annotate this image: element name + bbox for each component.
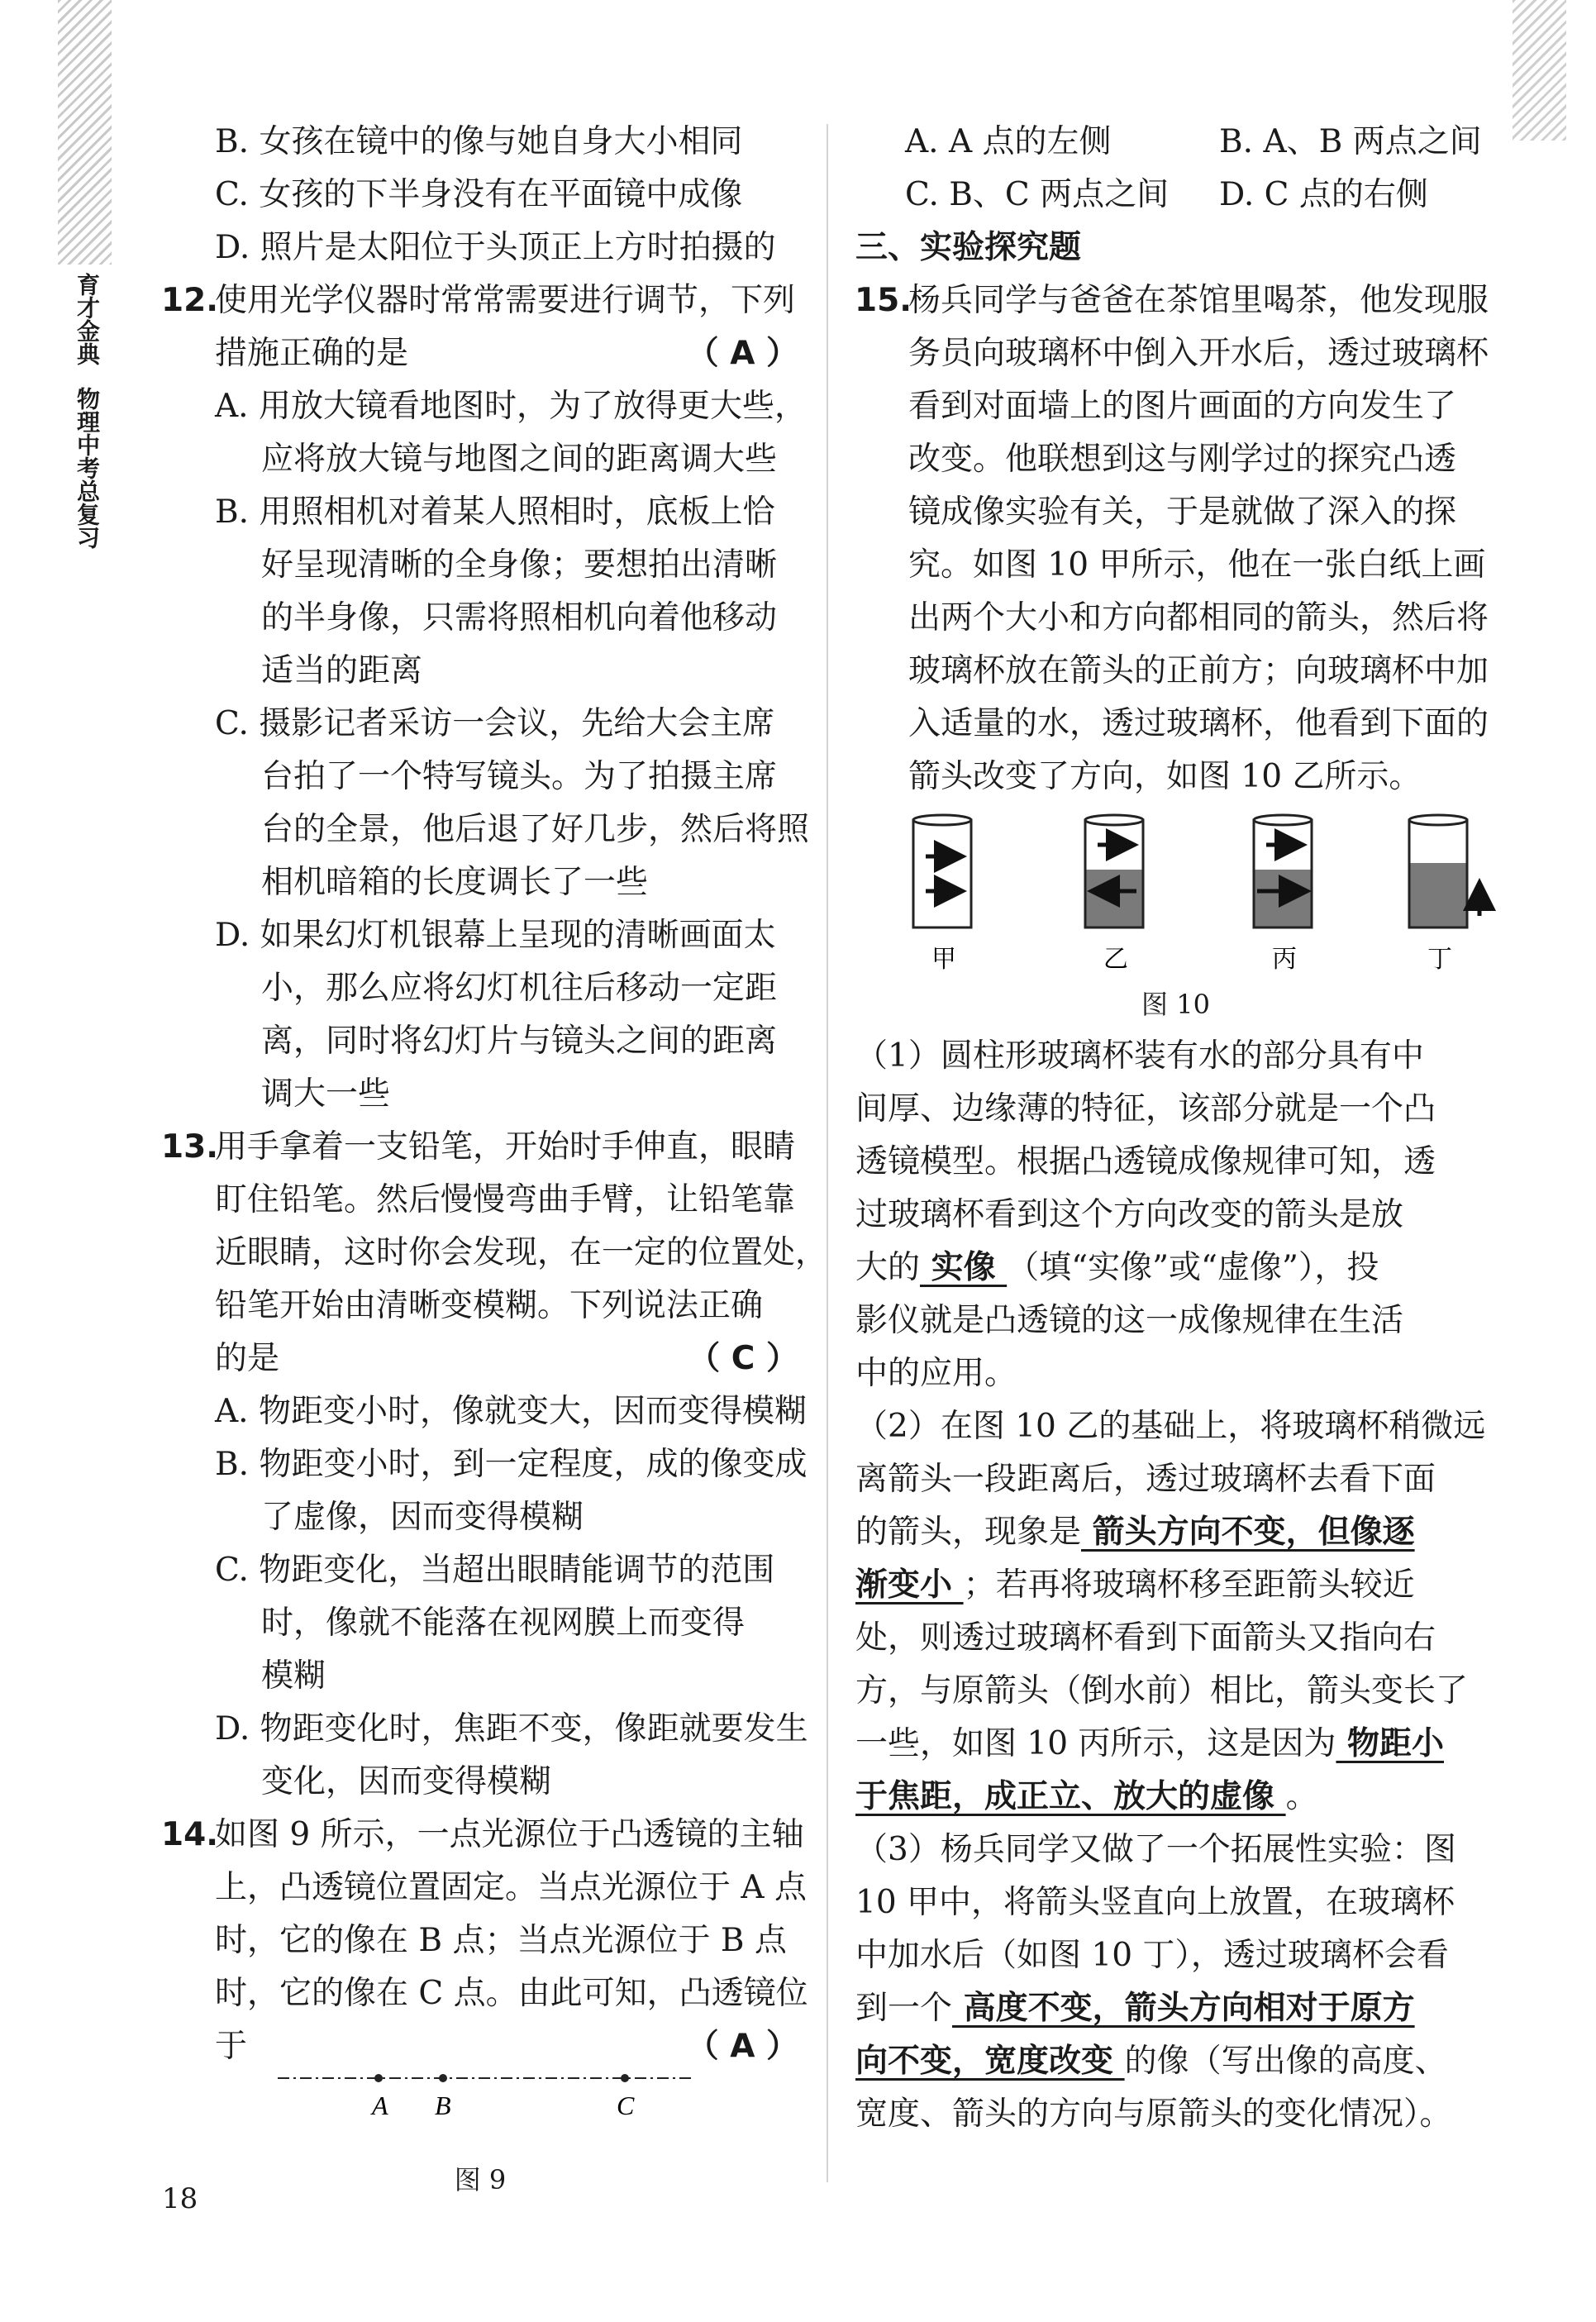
q13-option-b-cont: 了虚像，因而变得模糊 bbox=[261, 1499, 584, 1536]
corner-hatch-decoration bbox=[58, 0, 112, 265]
q13-option-a: A. 物距变小时，像就变大，因而变得模糊 bbox=[215, 1393, 807, 1430]
q11-option-c: C. 女孩的下半身没有在平面镜中成像 bbox=[215, 176, 743, 213]
q14-option-b: B. A、B 两点之间 bbox=[1219, 123, 1482, 160]
q11-option-b: B. 女孩在镜中的像与她自身大小相同 bbox=[215, 123, 743, 160]
q14-option-a: A. A 点的左侧 bbox=[905, 123, 1112, 160]
q15-p3-line: 宽度、箭头的方向与原箭头的变化情况）。 bbox=[855, 2096, 1452, 2133]
q13-option-d-cont: 变化，因而变得模糊 bbox=[261, 1763, 552, 1800]
column-divider bbox=[827, 124, 828, 2182]
q12-option-c-cont: 相机暗箱的长度调长了一些 bbox=[261, 864, 649, 901]
q14-stem-line bbox=[161, 1809, 804, 1862]
label-c: C bbox=[617, 2091, 635, 2120]
figure-10-glasses bbox=[855, 810, 1496, 975]
q15-p1-line: 影仪就是凸透镜的这一成像规律在生活 bbox=[855, 1302, 1404, 1339]
q15-p2-pre: 的箭头，现象是 bbox=[855, 1514, 1082, 1551]
q15-p3-answer-line bbox=[855, 1982, 1496, 2035]
q12-option-c-cont: 台的全景，他后退了好几步，然后将照 bbox=[261, 811, 810, 848]
q15-p2-answer-2: 物距小 bbox=[1336, 1725, 1444, 1762]
q15-p2-answer-line bbox=[855, 1718, 1496, 1771]
q15-p1-line: 中的应用。 bbox=[855, 1355, 1017, 1392]
q15-p3-post: 的像（写出像的高度、 bbox=[1124, 2043, 1447, 2080]
q14-stem-2: 上，凸透镜位置固定。当点光源位于 A 点 bbox=[215, 1869, 807, 1906]
figure-9 bbox=[162, 2073, 798, 2153]
q15-p2-pre-2: 一些，如图 10 丙所示，这是因为 bbox=[855, 1725, 1336, 1762]
q15-p2-answer-line bbox=[855, 1771, 1496, 1824]
q15-stem-3: 看到对面墙上的图片画面的方向发生了 bbox=[908, 388, 1457, 425]
q13-stem-3: 近眼睛，这时你会发现，在一定的位置处， bbox=[215, 1234, 828, 1271]
glass-yi bbox=[1085, 815, 1143, 927]
q13-stem-line bbox=[162, 1333, 798, 1385]
point-b bbox=[439, 2074, 447, 2082]
label-jia: 甲 bbox=[931, 945, 956, 974]
side-title: 育才金典 bbox=[74, 273, 101, 365]
q12-option-b: B. 用照相机对着某人照相时，底板上恰 bbox=[215, 493, 775, 531]
side-label bbox=[71, 273, 104, 549]
q15-p2-answer-line bbox=[855, 1559, 1496, 1612]
q14-stem-1: 如图 9 所示，一点光源位于凸透镜的主轴 bbox=[215, 1816, 804, 1853]
label-yi: 乙 bbox=[1103, 945, 1128, 974]
point-c bbox=[621, 2074, 629, 2082]
q12-option-d-cont: 离，同时将幻灯片与镜头之间的距离 bbox=[261, 1023, 778, 1060]
q15-p3-line: （3）杨兵同学又做了一个拓展性实验：图 bbox=[855, 1831, 1456, 1868]
q14-options-row-1 bbox=[855, 116, 1496, 169]
q15-stem-7: 出两个大小和方向都相同的箭头，然后将 bbox=[908, 599, 1489, 637]
q15-p2-line: 处，则透过玻璃杯看到下面箭头又指向右 bbox=[855, 1619, 1436, 1657]
q15-stem-4: 改变。他联想到这与刚学过的探究凸透 bbox=[908, 441, 1457, 478]
q13-answer: （ C ） bbox=[688, 1340, 798, 1377]
q15-p2-answer-line bbox=[855, 1506, 1496, 1559]
q15-p1-pre: 大的 bbox=[855, 1249, 921, 1286]
label-a: A bbox=[372, 2091, 388, 2120]
q13-option-c-cont: 模糊 bbox=[261, 1657, 326, 1695]
q15-p2-line: （2）在图 10 乙的基础上，将玻璃杯稍微远 bbox=[855, 1408, 1486, 1445]
q12-number: 12. bbox=[161, 282, 219, 319]
q12-stem-2: 措施正确的是 bbox=[215, 335, 409, 372]
q11-option-d: D. 照片是太阳位于头顶正上方时拍摄的 bbox=[215, 229, 776, 266]
q15-p1-answer-line bbox=[855, 1242, 1496, 1295]
q15-p1-line: 透镜模型。根据凸透镜成像规律可知，透 bbox=[855, 1143, 1436, 1180]
right-column bbox=[855, 116, 1496, 2141]
q14-answer: （ A ） bbox=[686, 2028, 798, 2065]
q15-p3-answer-line bbox=[855, 2035, 1496, 2088]
q15-p2-post: ；若再将玻璃杯移至距箭头较近 bbox=[963, 1566, 1415, 1604]
q12-stem-1: 使用光学仪器时常常需要进行调节，下列 bbox=[215, 282, 796, 319]
q15-p2-answer-1: 箭头方向不变，但像逐 bbox=[1081, 1514, 1415, 1551]
q12-answer: （ A ） bbox=[686, 335, 798, 372]
glass-jia bbox=[913, 815, 971, 927]
label-b: B bbox=[435, 2091, 451, 2120]
figure-9-caption: 图 9 bbox=[454, 2164, 507, 2196]
q15-stem-8: 玻璃杯放在箭头的正前方；向玻璃杯中加 bbox=[908, 652, 1489, 689]
glass-ding bbox=[1409, 815, 1479, 927]
q14-stem-3: 时，它的像在 B 点；当点光源位于 B 点 bbox=[215, 1922, 787, 1959]
q12-option-b-cont: 适当的距离 bbox=[261, 652, 423, 689]
left-column bbox=[161, 116, 828, 2200]
q13-option-d: D. 物距变化时，焦距不变，像距就要发生 bbox=[215, 1710, 808, 1747]
q14-stem-4: 时，它的像在 C 点。由此可知，凸透镜位 bbox=[215, 1975, 808, 2012]
q12-option-d-cont: 小，那么应将幻灯机往后移动一定距 bbox=[261, 970, 778, 1007]
q12-option-d: D. 如果幻灯机银幕上呈现的清晰画面太 bbox=[215, 917, 776, 954]
side-subtitle: 物理中考总复习 bbox=[74, 387, 101, 549]
q13-option-c: C. 物距变化，当超出眼睛能调节的范围 bbox=[215, 1552, 775, 1589]
q15-stem-line bbox=[855, 274, 1496, 327]
q13-stem-4: 铅笔开始由清晰变模糊。下列说法正确 bbox=[215, 1287, 764, 1324]
q14-option-d: D. C 点的右侧 bbox=[1219, 176, 1428, 213]
q12-option-a-cont: 应将放大镜与地图之间的距离调大些 bbox=[261, 441, 778, 478]
q13-stem-5: 的是 bbox=[215, 1340, 280, 1377]
q15-p1-line: 间厚、边缘薄的特征，该部分就是一个凸 bbox=[855, 1090, 1436, 1128]
label-ding: 丁 bbox=[1427, 945, 1452, 974]
q15-p3-answer: 高度不变，箭头方向相对于原方 bbox=[952, 1990, 1415, 2027]
q15-stem-1: 杨兵同学与爸爸在茶馆里喝茶，他发现服 bbox=[908, 282, 1489, 319]
q15-p3-pre: 到一个 bbox=[855, 1990, 953, 2027]
q14-stem-5: 于 bbox=[215, 2028, 248, 2065]
q15-number: 15. bbox=[855, 282, 912, 319]
page-number: 18 bbox=[162, 2182, 198, 2215]
glass-bing bbox=[1254, 815, 1312, 927]
q12-option-c: C. 摄影记者采访一会议，先给大会主席 bbox=[215, 705, 775, 742]
q15-stem-2: 务员向玻璃杯中倒入开水后，透过玻璃杯 bbox=[908, 335, 1489, 372]
q12-option-d-cont: 调大一些 bbox=[261, 1075, 391, 1113]
q13-stem-line bbox=[162, 1121, 798, 1174]
figure-10-caption: 图 10 bbox=[1141, 989, 1210, 1020]
q15-p3-line: 10 甲中，将箭头竖直向上放置，在玻璃杯 bbox=[855, 1884, 1455, 1921]
q13-stem-2: 盯住铅笔。然后慢慢弯曲手臂，让铅笔靠 bbox=[215, 1181, 796, 1218]
q15-stem-9: 入适量的水，透过玻璃杯，他看到下面的 bbox=[908, 705, 1489, 742]
q12-option-c-cont: 台拍了一个特写镜头。为了拍摄主席 bbox=[261, 758, 778, 795]
q14-options-row-2 bbox=[855, 169, 1496, 222]
q15-p2-post-2: 。 bbox=[1285, 1778, 1318, 1815]
q12-stem-line bbox=[162, 274, 798, 327]
q15-stem-10: 箭头改变了方向，如图 10 乙所示。 bbox=[908, 758, 1422, 795]
q15-p2-answer-2-cont: 于焦距，成正立、放大的虚像 bbox=[855, 1778, 1286, 1815]
figure-9-axis-diagram bbox=[162, 2055, 798, 2134]
q15-p3-line: 中加水后（如图 10 丁），透过玻璃杯会看 bbox=[855, 1937, 1449, 1974]
corner-hatch-decoration-right bbox=[1513, 0, 1566, 141]
q13-option-c-cont: 时，像就不能落在视网膜上而变得 bbox=[261, 1604, 746, 1642]
section-title: 三、实验探究题 bbox=[855, 229, 1082, 266]
label-bing: 丙 bbox=[1272, 945, 1297, 974]
q15-stem-6: 究。如图 10 甲所示，他在一张白纸上画 bbox=[908, 546, 1486, 584]
q14-option-c: C. B、C 两点之间 bbox=[905, 176, 1170, 213]
q15-p2-answer-1-cont: 渐变小 bbox=[855, 1566, 964, 1604]
q13-option-b: B. 物距变小时，到一定程度，成的像变成 bbox=[215, 1446, 808, 1483]
q15-p1-post: （填“实像”或“虚像”），投 bbox=[1007, 1249, 1379, 1286]
figure-10 bbox=[855, 810, 1496, 975]
q15-p1-line: 过玻璃杯看到这个方向改变的箭头是放 bbox=[855, 1196, 1404, 1233]
q15-stem-5: 镜成像实验有关，于是就做了深入的探 bbox=[908, 493, 1457, 531]
q15-p2-line: 离箭头一段距离后，透过玻璃杯去看下面 bbox=[855, 1461, 1436, 1498]
point-a bbox=[374, 2074, 383, 2082]
q12-option-b-cont: 好呈现清晰的全身像；要想拍出清晰 bbox=[261, 546, 778, 584]
q15-p1-answer: 实像 bbox=[920, 1249, 1008, 1286]
q12-stem-line bbox=[162, 327, 798, 380]
q13-stem-1: 用手拿着一支铅笔，开始时手伸直，眼睛 bbox=[215, 1128, 796, 1166]
q15-p2-line: 方，与原箭头（倒水前）相比，箭头变长了 bbox=[855, 1672, 1469, 1709]
q12-option-a: A. 用放大镜看地图时，为了放得更大些， bbox=[215, 388, 807, 425]
q15-p3-answer-cont: 向不变，宽度改变 bbox=[855, 2043, 1125, 2080]
q13-number: 13. bbox=[161, 1128, 219, 1166]
q12-option-b-cont: 的半身像，只需将照相机向着他移动 bbox=[261, 599, 778, 637]
q14-number: 14. bbox=[161, 1816, 219, 1853]
q15-p1-line: （1）圆柱形玻璃杯装有水的部分具有中 bbox=[855, 1037, 1424, 1075]
